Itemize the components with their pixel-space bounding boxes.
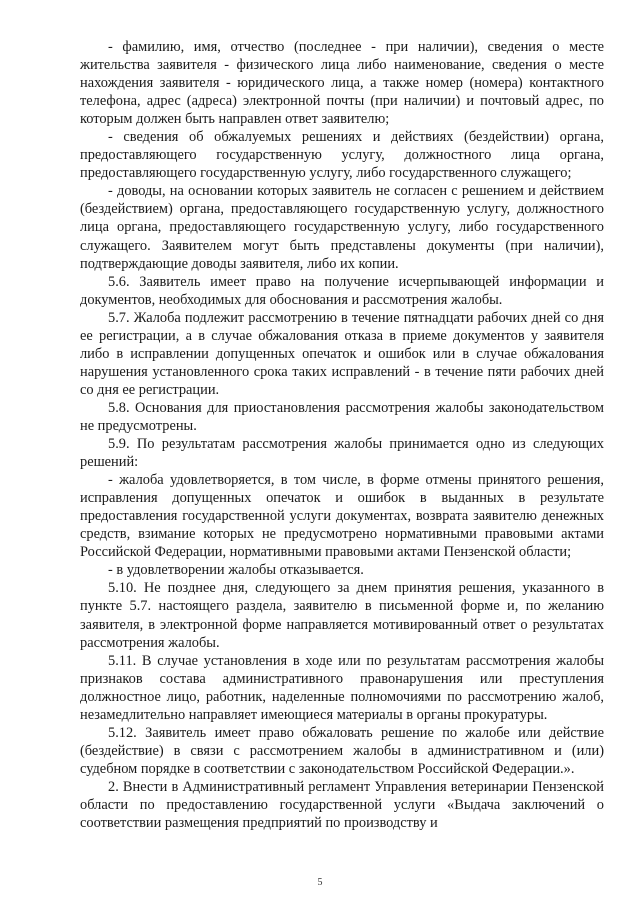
- paragraph-applicant-details: - фамилию, имя, отчество (последнее - при наличии), сведения о месте жительства заявителя - физического лица либо наименование, сведения о месте нахождения заявителя - юридического лица, а также номер (номера) контактного телефона, адрес (адреса) электронной почты (при наличии) и почтовый адрес, по которым должен быть направлен ответ заявителю;: [80, 39, 604, 128]
- paragraph-complaint-rejected: - в удовлетворении жалобы отказывается.: [108, 562, 364, 579]
- paragraph-arguments: - доводы, на основании которых заявитель не согласен с решением и действием (бездействием) органа, предоставляющего государственную услугу, должностного лица органа, предоставляющего государственную услугу, либо государственного служащего. Заявителем могут быть представлены документы (при наличии), подтверждающие доводы заявителя, либо их копии.: [80, 183, 604, 272]
- paragraph-5-7: 5.7. Жалоба подлежит рассмотрению в течение пятнадцати рабочих дней со дня ее регистрации, а в случае обжалования отказа в приеме документов у заявителя либо в исправлении допущенных опечаток и ошибок или в случае обжалования нарушения установленного срока таких исправлений - в течение пяти рабочих дней со дня ее регистрации.: [80, 309, 604, 398]
- document-body: [80, 38, 604, 832]
- paragraph-5-10: 5.10. Не позднее дня, следующего за днем принятия решения, указанного в пункте 5.7. настоящего раздела, заявителю в письменной форме и, по желанию заявителя, в электронной форме направляется мотивированный ответ о результатах рассмотрения жалобы.: [80, 580, 604, 651]
- paragraph-complaint-satisfied: - жалоба удовлетворяется, в том числе, в форме отмены принятого решения, исправления допущенных опечаток и ошибок в выданных в результате предоставления государственной услуги документах, возврата заявителю денежных средств, взимание которых не предусмотрено нормативными правовыми актами Российской Федерации, нормативными правовыми актами Пензенской области;: [80, 472, 604, 561]
- paragraph-5-8: 5.8. Основания для приостановления рассмотрения жалобы законодательством не предусмотрены.: [80, 399, 604, 434]
- paragraph-5-6: 5.6. Заявитель имеет право на получение исчерпывающей информации и документов, необходимых для обоснования и рассмотрения жалобы.: [80, 273, 604, 308]
- paragraph-5-9: 5.9. По результатам рассмотрения жалобы принимается одно из следующих решений:: [80, 436, 604, 471]
- paragraph-appealed-decisions: - сведения об обжалуемых решениях и действиях (бездействии) органа, предоставляющего государственную услугу, должностного лица органа, предоставляющего государственную услугу, либо государственного служащего;: [80, 129, 604, 182]
- paragraph-5-11: 5.11. В случае установления в ходе или по результатам рассмотрения жалобы признаков состава административного правонарушения или преступления должностное лицо, работник, наделенные полномочиями по рассмотрению жалоб, незамедлительно направляет имеющиеся материалы в органы прокуратуры.: [80, 652, 604, 723]
- page-number: 5: [317, 877, 323, 888]
- paragraph-item-2: 2. Внести в Административный регламент Управления ветеринарии Пензенской области по предоставлению государственной услуги «Выдача заключений о соответствии размещения предприятий по производству и: [80, 778, 604, 832]
- paragraph-5-12: 5.12. Заявитель имеет право обжаловать решение по жалобе или действие (бездействие) в связи с рассмотрением жалобы в административном и (или) судебном порядке в соответствии с законодательством Российской Федерации.».: [80, 724, 604, 777]
